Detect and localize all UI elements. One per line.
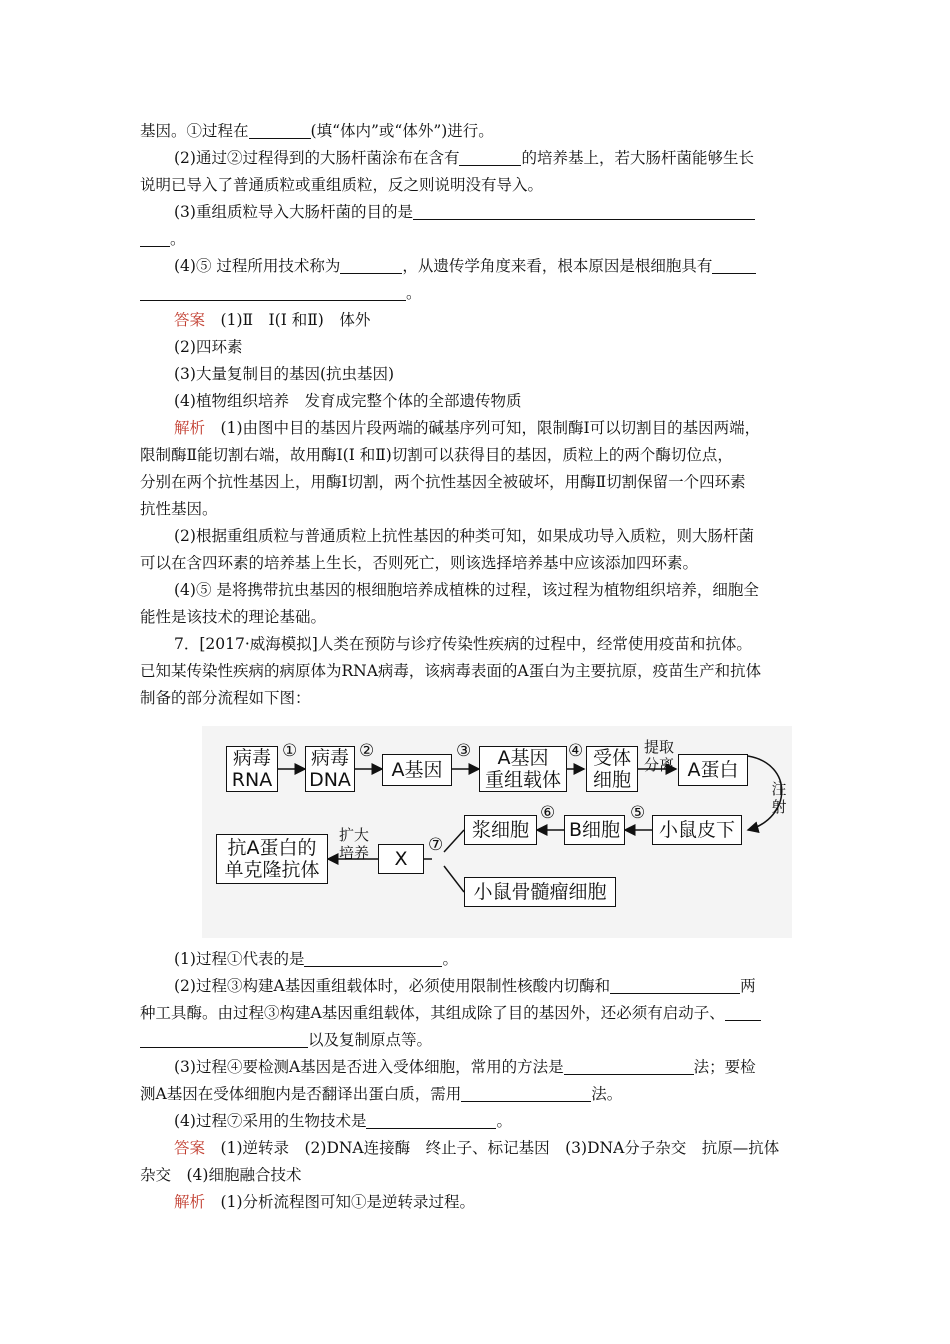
question-7-3-line2: 测A基因在受体细胞内是否翻译出蛋白质，需用 法。	[140, 1085, 623, 1103]
question-2-cont: 说明已导入了普通质粒或重组质粒，反之则说明没有导入。	[140, 176, 544, 194]
question-4-cont: 。	[140, 280, 812, 307]
answer-1: 答案 (1)Ⅱ Ⅰ(Ⅰ 和Ⅱ) 体外	[174, 311, 371, 329]
question-7-4: (4)过程⑦采用的生物技术是 。	[174, 1112, 512, 1130]
question-7-line2: 已知某传染性疾病的病原体为RNA病毒，该病毒表面的A蛋白为主要抗原，疫苗生产和抗体	[140, 662, 762, 680]
question-2: (2)通过②过程得到的大肠杆菌涂布在含有 的培养基上，若大肠杆菌能够生长	[174, 149, 754, 167]
box-mouse-skin: 小鼠皮下	[652, 815, 742, 845]
question-7-3: (3)过程④要检测A基因是否进入受体细胞，常用的方法是 法；要检	[174, 1058, 756, 1076]
answer-tag: 答案	[174, 311, 206, 329]
analysis-1-line2: 限制酶Ⅱ能切割右端，故用酶Ⅰ(Ⅰ 和Ⅱ)切割可以获得目的基因，质粒上的两个酶切位点，	[140, 446, 733, 464]
step-6-label: ⑥	[540, 803, 556, 823]
blank-7-4[interactable]	[564, 1057, 694, 1075]
expand-label: 扩大 培养	[338, 826, 369, 862]
analysis-tag-2: 解析	[174, 1193, 206, 1211]
inject-label: 注 射	[771, 780, 787, 816]
box-virus-dna: 病毒 DNA	[305, 746, 355, 792]
blank-5[interactable]	[712, 256, 756, 274]
question-3-cont: 。	[140, 226, 812, 253]
line-plasma	[444, 830, 464, 852]
question-7-1: (1)过程①代表的是 。	[174, 950, 458, 968]
analysis-1-line8: 能性是该技术的理论基础。	[140, 608, 327, 626]
analysis-1: 解析 (1)由图中目的基因片段两端的碱基序列可知，限制酶Ⅰ可以切割目的基因两端，	[174, 419, 761, 437]
blank-5b[interactable]	[140, 283, 406, 301]
blank-7-3[interactable]	[725, 1003, 761, 1021]
blank-7-1[interactable]	[304, 949, 442, 967]
box-x: X	[378, 844, 424, 874]
question-7-2-line3: 以及复制原点等。	[140, 1027, 812, 1054]
box-recipient: 受体 细胞	[586, 746, 638, 792]
blank-3[interactable]	[413, 202, 755, 220]
analysis-1-line3: 分别在两个抗性基因上，用酶Ⅰ切割，两个抗性基因全被破坏，用酶Ⅱ切割保留一个四环素	[140, 473, 746, 491]
blank-7-6[interactable]	[366, 1111, 496, 1129]
step-4-label: ④	[568, 741, 584, 761]
box-plasma: 浆细胞	[464, 815, 537, 845]
blank-3b[interactable]	[140, 229, 170, 247]
flow-diagram	[202, 726, 792, 938]
box-b-cell: B细胞	[564, 815, 625, 845]
answer-2-line2: 杂交 (4)细胞融合技术	[140, 1166, 302, 1184]
analysis-1-line6: 可以在含四环素的培养基上生长，否则死亡，则该选择培养基中应该添加四环素。	[140, 554, 699, 572]
box-vector: A基因 重组载体	[479, 746, 567, 792]
step-7-label: ⑦	[428, 835, 444, 855]
question-7-line3: 制备的部分流程如下图：	[140, 689, 311, 707]
blank-7-2[interactable]	[610, 976, 740, 994]
analysis-2: 解析 (1)分析流程图可知①是逆转录过程。	[174, 1193, 475, 1211]
box-protein-a: A蛋白	[678, 754, 748, 786]
document-page	[140, 118, 812, 1216]
analysis-1-line7: (4)⑤ 是将携带抗虫基因的根细胞培养成植株的过程，该过程为植物组织培养，细胞全	[174, 581, 759, 599]
blank-2[interactable]	[459, 148, 521, 166]
blank-4[interactable]	[340, 256, 402, 274]
box-myeloma: 小鼠骨髓瘤细胞	[464, 877, 616, 907]
step-1-label: ①	[282, 741, 298, 761]
line-q1-end: 基因。①过程在 (填“体内”或“体外”)进行。	[140, 122, 494, 140]
extract-label: 提取 分离	[643, 738, 674, 774]
answer-1-line2: (2)四环素	[174, 338, 243, 356]
line-myeloma	[444, 866, 464, 892]
step-5-label: ⑤	[630, 803, 646, 823]
step-2-label: ②	[359, 741, 375, 761]
analysis-tag: 解析	[174, 419, 206, 437]
analysis-1-line4: 抗性基因。	[140, 500, 218, 518]
question-7-2: (2)过程③构建A基因重组载体时，必须使用限制性核酸内切酶和 两	[174, 977, 756, 995]
box-virus-rna: 病毒 RNA	[226, 746, 278, 792]
box-antibody: 抗A蛋白的 单克隆抗体	[216, 834, 328, 884]
blank-7-3b[interactable]	[140, 1030, 308, 1048]
answer-1-line4: (4)植物组织培养 发育成完整个体的全部遗传物质	[174, 392, 522, 410]
question-4: (4)⑤ 过程所用技术称为 ，从遗传学角度来看，根本原因是根细胞具有	[140, 253, 812, 280]
blank-1[interactable]	[249, 121, 311, 139]
answer-2: 答案 (1)逆转录 (2)DNA连接酶 终止子、标记基因 (3)DNA分子杂交 抗原—抗体	[174, 1139, 780, 1157]
question-7: 7．[2017·威海模拟]人类在预防与诊疗传染性疾病的过程中，经常使用疫苗和抗体。	[174, 635, 752, 653]
question-7-2-line2: 种工具酶。由过程③构建A基因重组载体，其组成除了目的基因外，还必须有启动子、	[140, 1000, 812, 1027]
analysis-1-line5: (2)根据重组质粒与普通质粒上抗性基因的种类可知，如果成功导入质粒，则大肠杆菌	[174, 527, 754, 545]
question-3: (3)重组质粒导入大肠杆菌的目的是	[140, 199, 812, 226]
answer-1-line3: (3)大量复制目的基因(抗虫基因)	[174, 365, 395, 383]
answer-tag-2: 答案	[174, 1139, 206, 1157]
blank-7-5[interactable]	[461, 1084, 591, 1102]
box-gene-a: A基因	[382, 754, 452, 786]
step-3-label: ③	[456, 741, 472, 761]
